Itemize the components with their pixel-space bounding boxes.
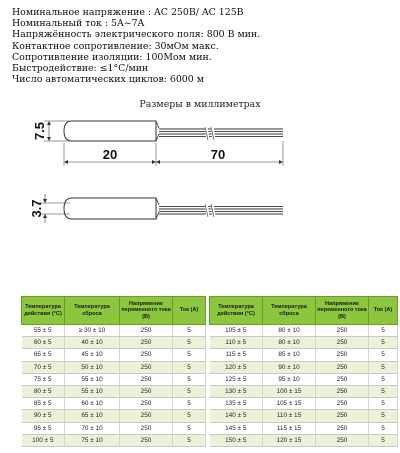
table-row [22, 349, 398, 361]
spec-cycle-count: Число автоматических циклов: 6000 м [12, 74, 204, 86]
dimensions-caption: Размеры в миллиметрах [139, 99, 261, 110]
table-cell: 145 ± 5 [210, 422, 263, 434]
table-cell: 115 ± 15 [263, 422, 316, 434]
spec-rated-current: Номинальный ток : 5A~7A [12, 18, 145, 30]
table-cell: 150 ± 5 [210, 434, 263, 446]
table-row [22, 325, 398, 337]
table-cell: 5 [369, 373, 398, 385]
table-cell: 250 [316, 398, 369, 410]
header-voltage-right: Напряжение переменного тока (В) [316, 297, 369, 325]
table-row [22, 385, 398, 397]
header-reset-temp-left: Температура сброса [65, 297, 120, 325]
table-cell: 250 [316, 434, 369, 446]
table-cell: 45 ± 10 [65, 349, 120, 361]
table-cell: 115 ± 5 [210, 349, 263, 361]
table-cell: 5 [369, 434, 398, 446]
table-cell: 95 ± 5 [22, 422, 65, 434]
table-cell: 5 [369, 385, 398, 397]
table-cell: 40 ± 10 [65, 337, 120, 349]
table-cell: 140 ± 5 [210, 410, 263, 422]
table-cell: 5 [173, 434, 206, 446]
table-cell: 250 [120, 349, 173, 361]
table-cell: 60 ± 5 [22, 337, 65, 349]
table-row [22, 434, 398, 446]
table-row [22, 410, 398, 422]
table-cell: 90 ± 10 [263, 361, 316, 373]
table-cell: 65 ± 10 [65, 410, 120, 422]
header-reset-temp-right: Температура сброса [263, 297, 316, 325]
table-cell: 5 [173, 385, 206, 397]
table-cell: 105 ± 15 [263, 398, 316, 410]
table-cell: 5 [173, 325, 206, 337]
table-cell: 250 [316, 349, 369, 361]
table-cell: 5 [369, 325, 398, 337]
table-cell: 250 [316, 337, 369, 349]
table-cell: 5 [173, 398, 206, 410]
table-cell: 5 [173, 349, 206, 361]
table-cell: 90 ± 5 [22, 410, 65, 422]
table-cell: 250 [316, 325, 369, 337]
spec-dielectric-strength: Напряжённость электрического поля: 800 В мин. [12, 29, 261, 41]
table-cell: 75 ± 10 [65, 434, 120, 446]
table-cell: 110 ± 15 [263, 410, 316, 422]
table-cell: 250 [316, 410, 369, 422]
table-cell: 110 ± 5 [210, 337, 263, 349]
table-cell: 85 ± 5 [22, 398, 65, 410]
table-cell: ≥ 30 ± 10 [65, 325, 120, 337]
table-row [22, 373, 398, 385]
dim-thickness-label: 3.7 [29, 199, 44, 218]
dim-width-label: 7.5 [32, 121, 47, 141]
table-cell: 5 [369, 410, 398, 422]
table-row [22, 422, 398, 434]
table-cell: 60 ± 10 [65, 398, 120, 410]
table-body [22, 325, 398, 447]
table-cell: 100 ± 15 [263, 385, 316, 397]
table-cell: 55 ± 10 [65, 373, 120, 385]
table-cell: 80 ± 10 [263, 325, 316, 337]
table-cell: 85 ± 10 [263, 349, 316, 361]
table-cell: 95 ± 10 [263, 373, 316, 385]
table-cell: 250 [316, 373, 369, 385]
table-cell: 5 [173, 337, 206, 349]
table-cell: 5 [173, 361, 206, 373]
table-cell: 70 ± 10 [65, 422, 120, 434]
table-cell: 70 ± 5 [22, 361, 65, 373]
table-header-row [22, 297, 398, 325]
spec-insulation-resistance: Сопротивление изоляции: 100Мом мин. [12, 51, 212, 63]
spec-list [12, 7, 392, 85]
table-cell: 250 [120, 361, 173, 373]
table-cell: 250 [316, 422, 369, 434]
table-cell: 50 ± 10 [65, 361, 120, 373]
dim-wire-length-label: 70 [210, 147, 226, 162]
table-cell: 100 ± 5 [22, 434, 65, 446]
table-cell: 250 [120, 398, 173, 410]
table-row [22, 337, 398, 349]
table-cell: 120 ± 5 [210, 361, 263, 373]
table-cell: 250 [120, 373, 173, 385]
table-cell: 5 [369, 361, 398, 373]
table-cell: 120 ± 15 [263, 434, 316, 446]
table-cell: 75 ± 5 [22, 373, 65, 385]
table-cell: 130 ± 5 [210, 385, 263, 397]
table-cell: 55 ± 10 [65, 385, 120, 397]
table-cell: 250 [120, 325, 173, 337]
table-cell: 5 [369, 337, 398, 349]
spec-rated-voltage: Номинальное напряжение : AC 250B/ AC 125B [12, 7, 244, 18]
header-trip-temp-left: Температура действия (°C) [22, 297, 65, 325]
specs-table-wrap [21, 296, 398, 447]
table-cell: 5 [173, 422, 206, 434]
top-thermostat-drawing [44, 121, 283, 166]
header-trip-temp-right: Температура действия (°C) [210, 297, 263, 325]
specs-table [21, 296, 398, 447]
table-cell: 55 ± 5 [22, 325, 65, 337]
table-cell: 80 ± 10 [263, 337, 316, 349]
table-cell: 135 ± 5 [210, 398, 263, 410]
dimension-drawing [0, 108, 400, 233]
spec-contact-resistance: Контактное сопротивление: 30мОм макс. [12, 40, 219, 52]
table-cell: 250 [120, 434, 173, 446]
dim-body-length-label: 20 [102, 147, 118, 162]
table-cell: 65 ± 5 [22, 349, 65, 361]
table-cell: 250 [120, 410, 173, 422]
table-cell: 125 ± 5 [210, 373, 263, 385]
table-cell: 5 [173, 410, 206, 422]
table-cell: 250 [316, 385, 369, 397]
table-cell: 105 ± 5 [210, 325, 263, 337]
table-row [22, 361, 398, 373]
header-current-right: Ток (A) [369, 297, 398, 325]
table-cell: 5 [173, 373, 206, 385]
bottom-thermostat-drawing [40, 194, 283, 223]
header-voltage-left: Напряжение переменного тока (В) [120, 297, 173, 325]
table-cell: 5 [369, 349, 398, 361]
table-cell: 5 [369, 422, 398, 434]
table-cell: 5 [369, 398, 398, 410]
spec-response-speed: Быстродействие: ≤1°C/мин [12, 63, 149, 75]
table-cell: 80 ± 5 [22, 385, 65, 397]
table-cell: 250 [316, 361, 369, 373]
header-current-left: Ток (A) [173, 297, 206, 325]
table-cell: 250 [120, 337, 173, 349]
table-cell: 250 [120, 422, 173, 434]
table-row [22, 398, 398, 410]
table-cell: 250 [120, 385, 173, 397]
